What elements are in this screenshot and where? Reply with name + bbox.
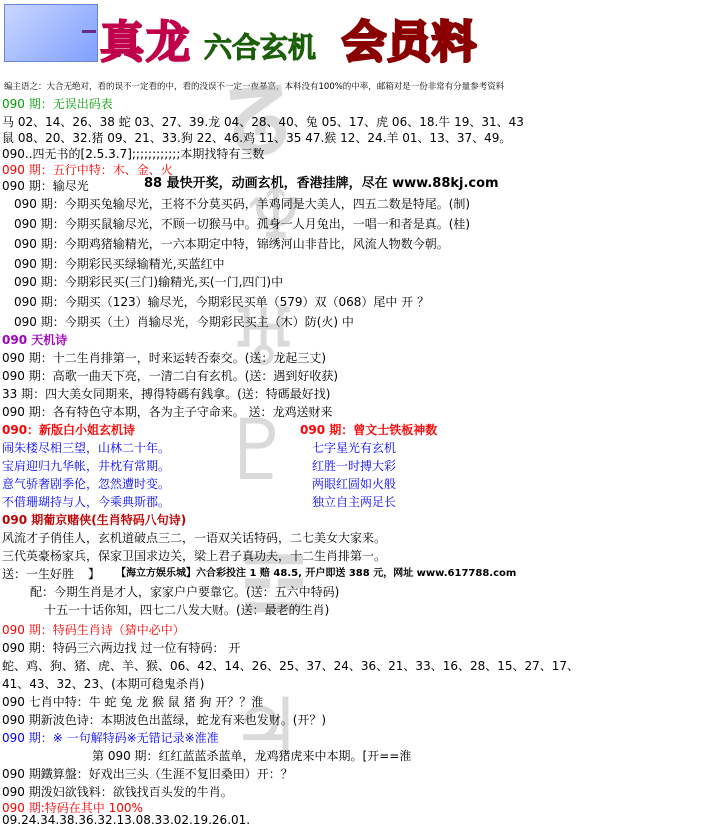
- iron-abacus-line: 090 期鐵算盤：好戏出三头（生涯不复旧桑田）开：？: [2, 767, 293, 781]
- header-logo-box: [4, 4, 98, 62]
- lose-line-7: 090 期：今期买（土）肖输尽光，今期彩民买主（木）防(火) 中: [14, 315, 354, 329]
- tema-poem-heading: 090 期：特码生肖诗（猜中必中）: [2, 623, 185, 637]
- lose-all-heading: 090 期：输尽光: [2, 179, 89, 193]
- tema-numbers-2: 41、43、32、23、(本期可稳鬼杀肖): [2, 677, 205, 691]
- watermark-glyph-6: ♃: [230, 680, 302, 774]
- tianji-heading: 090 天机诗: [2, 333, 68, 347]
- zodiac-row-1: 马 02、14、26、38 蛇 03、27、39.龙 04、28、40、兔 05、17、虎 06、18.牛 19、31、43: [2, 115, 524, 129]
- poem-left-2: 宝肩迎归九华帐，井枕有常期。: [2, 459, 171, 473]
- five-elements-line: 090 期：五行中特：木、金、火: [2, 163, 173, 177]
- pujing-heading: 090 期葡京赌侠(生肖特码八句诗): [2, 513, 187, 527]
- table-title: 090 期：无误出码表: [2, 97, 113, 111]
- poem-left-1: 闹朱楼尽相三望，山林二十年。: [2, 441, 171, 455]
- tema-list-1: 09.24.34.38.36.32.13.08.33.02.19.26.01.: [2, 813, 251, 827]
- bracket-close: 】: [88, 567, 101, 581]
- one-sentence-heading: 090 期：※ 一句解特码※无错记录※淮准: [2, 731, 219, 745]
- tianji-line-4: 090 期：各有特色守本期，各为主子守命来。 送：龙鸡送财来: [2, 405, 333, 419]
- poem-left-4: 不借珊瑚持与人，今乘典斯郡。: [2, 495, 171, 509]
- tianji-line-1: 090 期：十二生肖排第一，时来运转否泰交。(送：龙起三丈): [2, 351, 327, 365]
- title-left: 真龙: [100, 17, 192, 68]
- poem-right-2: 红胜一时搏大彩: [312, 459, 397, 473]
- pujing-line-2: 三代英豪杨家兵，保家卫国求边关，梁上君子真功夫，十二生肖排第一。: [2, 549, 387, 563]
- red-blue-line: 第 090 期：红红蓝蓝杀蓝单，龙鸡猪虎来中本期。[开==淮: [92, 749, 412, 763]
- watermark-glyph-4: ♇: [220, 400, 296, 499]
- disclaimer-text: 编主语之：大合无绝对，看的误不一定看的中，看的没误不一定一夜暴富，本料没有100%的中率，邮箱对是一份非常有分量参考资料: [4, 82, 505, 92]
- lose-line-5: 090 期：今期彩民买(三门)输精光,买(一门,四门)中: [14, 275, 284, 289]
- pujing-gift: 送：一生好胜: [2, 567, 75, 581]
- four-books-line: 090..四无书的[2.5.3.7];;;;;;;;;;;;本期找特有三数: [2, 147, 265, 161]
- title-mid: 六合玄机: [204, 31, 317, 64]
- header-banner: [0, 0, 720, 92]
- header-dash: [82, 30, 96, 33]
- watermark-glyph-2: ♆: [240, 170, 312, 264]
- lose-line-2: 090 期：今期买鼠输尽光，不顾一切猴马中。孤身一人月兔出，一唱一和者是真。(桂): [14, 217, 471, 231]
- fifteen-line: 十五一十话你知，四七二八发大财。(送：最老的生肖): [44, 603, 330, 617]
- tema-three-six-line: 090 期：特码三六两边找 过一位有特码： 开: [2, 641, 241, 655]
- seven-zodiac-line: 090 七肖中特：牛 蛇 兔 龙 猴 鼠 猪 狗 开？？淮: [2, 695, 264, 709]
- tema-100-heading: 090 期:特码在其中 100%: [2, 801, 143, 815]
- tianji-line-2: 090 期：高歌一曲天下亮，一清二白有玄机。(送：遇到好收获): [2, 369, 339, 383]
- ad-88kj[interactable]: 88 最快开奖，动画玄机，香港挂牌，尽在 www.88kj.com: [144, 176, 499, 191]
- pei-line: 配：今期生肖是才人，家家户户要靠它。(送：五六中特码): [30, 585, 340, 599]
- tema-numbers-1: 蛇、鸡、狗、猪、虎、羊、猴、06、42、14、26、25、37、24、36、21、33、16、28、15、27、17、: [2, 659, 580, 673]
- lose-line-1: 090 期：今期买兔输尽光，王将不分莫买码，羊鸡同是大美人，四五二数是特尾。(制): [14, 197, 471, 211]
- poem-right-1: 七字星光有玄机: [312, 441, 397, 455]
- bai-xiaojie-heading: 090：新版白小姐玄机诗: [2, 423, 136, 437]
- ad-617788[interactable]: 【海立方娱乐城】六合彩投注 1 赔 48.5, 开户即送 388 元，网址 www.617788.com: [116, 568, 517, 579]
- lose-line-4: 090 期：今期彩民买绿输精光,买蓝红中: [14, 257, 225, 271]
- zodiac-row-2: 鼠 08、20、32.猪 09、21、33.狗 22、46.鸡 11、35 47.猴 12、24.羊 01、13、37、49。: [2, 131, 512, 145]
- pujing-line-1: 风流才子俏佳人，玄机道破点三二，一语双关话特码，二七美女大家来。: [2, 531, 387, 545]
- lose-line-6: 090 期：今期买（123）输尽光，今期彩民买单（579）双（068）尾中 开 ？: [14, 295, 430, 309]
- poem-right-4: 独立自主两足长: [312, 495, 397, 509]
- title-right: 会员料: [342, 17, 477, 68]
- poem-left-3: 意气骄奢剧季伦，忽然遭时变。: [2, 477, 171, 491]
- tianji-line-3: 33 期：四大美女同期来，搏得特碼有銭拿。(送：特碼最好找): [2, 387, 331, 401]
- watermark-glyph-3: ♅: [228, 290, 300, 384]
- poem-right-3: 两眼红圆如火般: [312, 477, 397, 491]
- watermark-glyph-5: ☲: [240, 540, 309, 629]
- wave-color-line: 090 期新波色诗：本期波色出蓝绿，蛇龙有来也发财。(开？): [2, 713, 327, 727]
- zeng-wenshi-heading: 090 期：曾文士铁板神数: [300, 423, 438, 437]
- lose-line-3: 090 期：今期鸡猪输精光，一六本期定中特，锦绣河山非昔比，风流人物数今朝。: [14, 237, 449, 251]
- shrew-money-line: 090 期泼妇欲钱料：欲钱找百头发的牛肖。: [2, 785, 233, 799]
- watermark-glyph-1: ᘔ: [224, 67, 294, 179]
